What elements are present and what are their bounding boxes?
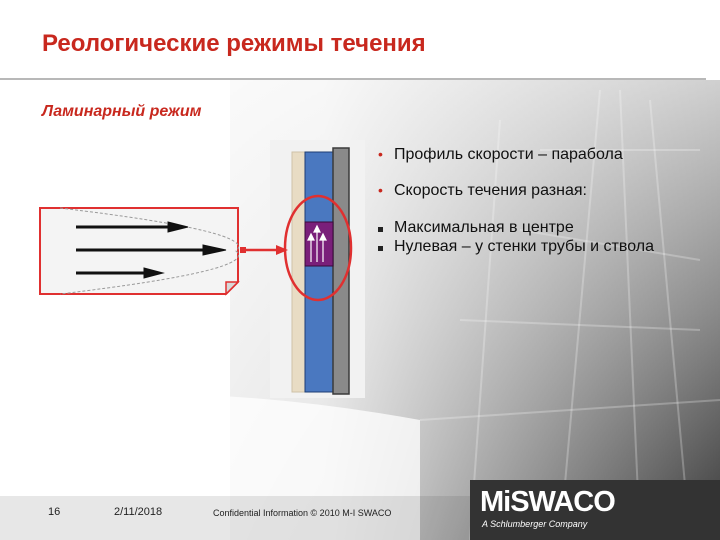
borehole-wall <box>292 152 306 392</box>
footer-date: 2/11/2018 <box>114 506 163 518</box>
title-divider <box>0 78 706 80</box>
bullet-item <box>378 146 678 164</box>
annulus-flow <box>305 152 333 392</box>
velocity-profile-highlight <box>305 222 333 266</box>
bullet-dot: • <box>378 182 383 198</box>
bullet-list <box>378 146 678 256</box>
sub-bullet-item <box>378 218 678 237</box>
bullet-text: Профиль скорости – парабола <box>394 146 623 163</box>
footer-confidential: Confidential Information © 2010 M-I SWACO <box>213 508 392 518</box>
sub-bullet-item <box>378 237 678 256</box>
bullet-text: Скорость течения разная: <box>394 182 587 199</box>
bullet-item <box>378 182 678 200</box>
page-number: 16 <box>48 506 61 518</box>
slide-title: Реологические режимы течения <box>42 30 426 57</box>
slide-subtitle: Ламинарный режим <box>42 103 202 120</box>
square-bullet <box>378 237 394 256</box>
laminar-flow-diagram <box>0 140 370 400</box>
logo-tagline: A Schlumberger Company <box>482 519 588 529</box>
square-bullet <box>378 218 394 237</box>
bullet-dot: • <box>378 146 383 162</box>
sub-bullet-text: Максимальная в центре <box>394 219 574 236</box>
sub-bullet-text: Нулевая – у стенки трубы и ствола <box>394 238 654 255</box>
company-logo: MiSWACO <box>480 486 615 518</box>
